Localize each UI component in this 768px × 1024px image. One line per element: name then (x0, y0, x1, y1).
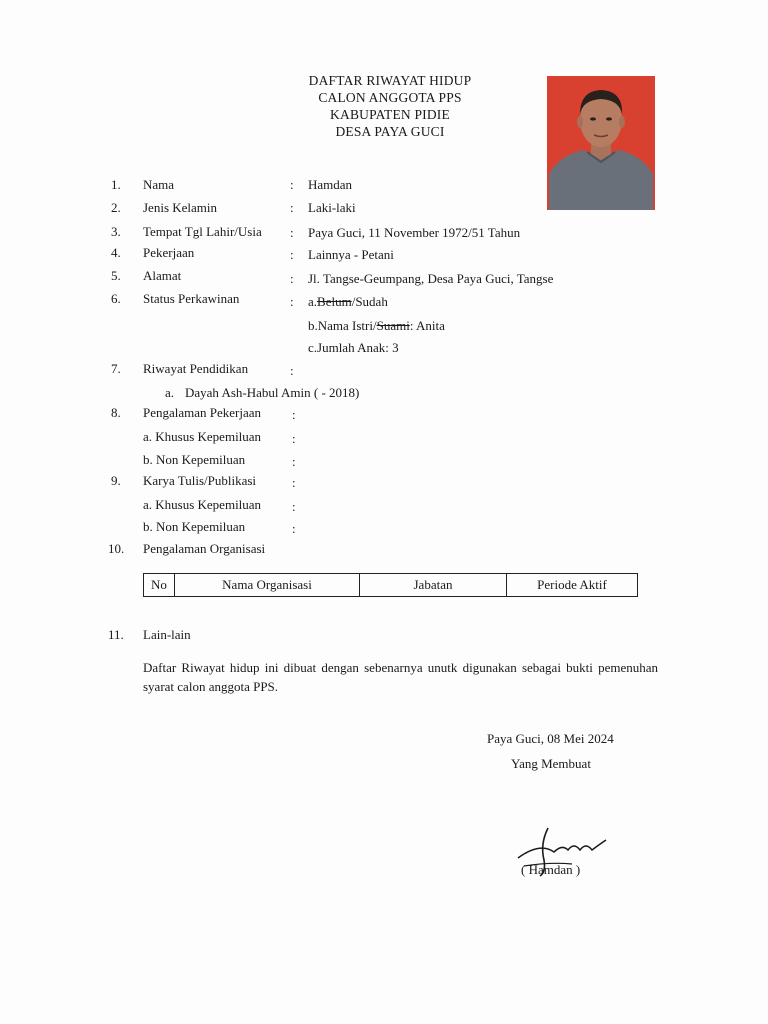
field-label-lain-lain: Lain-lain (143, 627, 191, 642)
marital-b-prefix: b.Nama Istri/ (308, 318, 377, 333)
field-number: 4. (111, 245, 121, 260)
writing-khusus-label: a. Khusus Kepemiluan (143, 497, 262, 512)
column-header-no: No (144, 574, 175, 597)
field-separator: : (292, 407, 296, 422)
field-separator: : (292, 521, 296, 536)
field-separator: : (290, 247, 294, 262)
column-header-periode-aktif: Periode Aktif (507, 574, 638, 597)
field-label-status-perkawinan: Status Perkawinan (143, 291, 240, 306)
field-separator: : (290, 177, 294, 192)
marital-a-rest: /Sudah (351, 294, 388, 309)
field-separator: : (290, 363, 294, 378)
field-number: 1. (111, 177, 121, 192)
field-value-ttl: Paya Guci, 11 November 1972/51 Tahun (308, 225, 521, 240)
field-number: 10. (108, 541, 125, 556)
field-label-alamat: Alamat (143, 268, 182, 283)
field-label-pekerjaan: Pekerjaan (143, 245, 195, 260)
signer-name: ( Hamdan ) (521, 862, 581, 877)
education-item-text: Dayah Ash-Habul Amin ( - 2018) (185, 385, 360, 400)
field-number: 2. (111, 200, 121, 215)
field-separator: : (290, 271, 294, 286)
person-portrait-icon (547, 76, 655, 210)
field-label-ttl: Tempat Tgl Lahir/Usia (143, 224, 262, 239)
table-header-row (144, 574, 638, 597)
profile-photo (547, 76, 655, 210)
signature-text: Hamm (550, 843, 556, 845)
doc-title-line1: DAFTAR RIWAYAT HIDUP (308, 73, 472, 88)
signer-caption: Yang Membuat (511, 756, 591, 771)
field-number: 8. (111, 405, 121, 420)
field-separator: : (292, 499, 296, 514)
field-label-riwayat-pendidikan: Riwayat Pendidikan (143, 361, 249, 376)
statement-paragraph: Daftar Riwayat hidup ini dibuat dengan sebenarnya unutk digunakan sebagai bukti pemenuhan syarat calon anggota PPS. (143, 660, 658, 694)
organization-table (143, 573, 638, 597)
doc-title-line4: DESA PAYA GUCI (335, 124, 445, 139)
marital-a-prefix: a. (308, 294, 318, 309)
field-separator: : (290, 225, 294, 240)
field-number: 6. (111, 291, 121, 306)
column-header-nama-organisasi: Nama Organisasi (175, 574, 360, 597)
marital-status-line-a (308, 294, 388, 310)
field-number: 3. (111, 224, 121, 239)
field-label-nama: Nama (143, 177, 175, 192)
doc-title-line3: KABUPATEN PIDIE (330, 107, 450, 122)
marital-a-struck: Belum (317, 294, 352, 309)
field-value-jenis-kelamin: Laki-laki (308, 200, 356, 215)
field-separator: : (290, 200, 294, 215)
marital-b-struck: Suami (376, 318, 410, 333)
marital-status-line-c: c.Jumlah Anak: 3 (308, 340, 399, 355)
field-number: 5. (111, 268, 121, 283)
field-value-pekerjaan: Lainnya - Petani (308, 247, 394, 262)
place-date: Paya Guci, 08 Mei 2024 (487, 731, 614, 746)
experience-non-label: b. Non Kepemiluan (143, 452, 246, 467)
column-header-jabatan: Jabatan (360, 574, 507, 597)
field-label-pengalaman-pekerjaan: Pengalaman Pekerjaan (143, 405, 262, 420)
field-label-jenis-kelamin: Jenis Kelamin (143, 200, 218, 215)
field-separator: : (290, 294, 294, 309)
field-number: 9. (111, 473, 121, 488)
experience-khusus-label: a. Khusus Kepemiluan (143, 429, 262, 444)
education-item-letter: a. (165, 385, 175, 400)
field-separator: : (292, 431, 296, 446)
marital-b-rest: : Anita (409, 318, 445, 333)
marital-status-line-b (308, 318, 445, 334)
field-number: 7. (111, 361, 121, 376)
field-separator: : (292, 475, 296, 490)
field-label-pengalaman-organisasi: Pengalaman Organisasi (143, 541, 266, 556)
field-label-karya-tulis: Karya Tulis/Publikasi (143, 473, 257, 488)
field-value-alamat: Jl. Tangse-Geumpang, Desa Paya Guci, Tangse (308, 271, 554, 286)
writing-non-label: b. Non Kepemiluan (143, 519, 246, 534)
doc-title-line2: CALON ANGGOTA PPS (318, 90, 462, 105)
field-value-nama: Hamdan (308, 177, 353, 192)
field-number: 11. (108, 627, 124, 642)
field-separator: : (292, 454, 296, 469)
